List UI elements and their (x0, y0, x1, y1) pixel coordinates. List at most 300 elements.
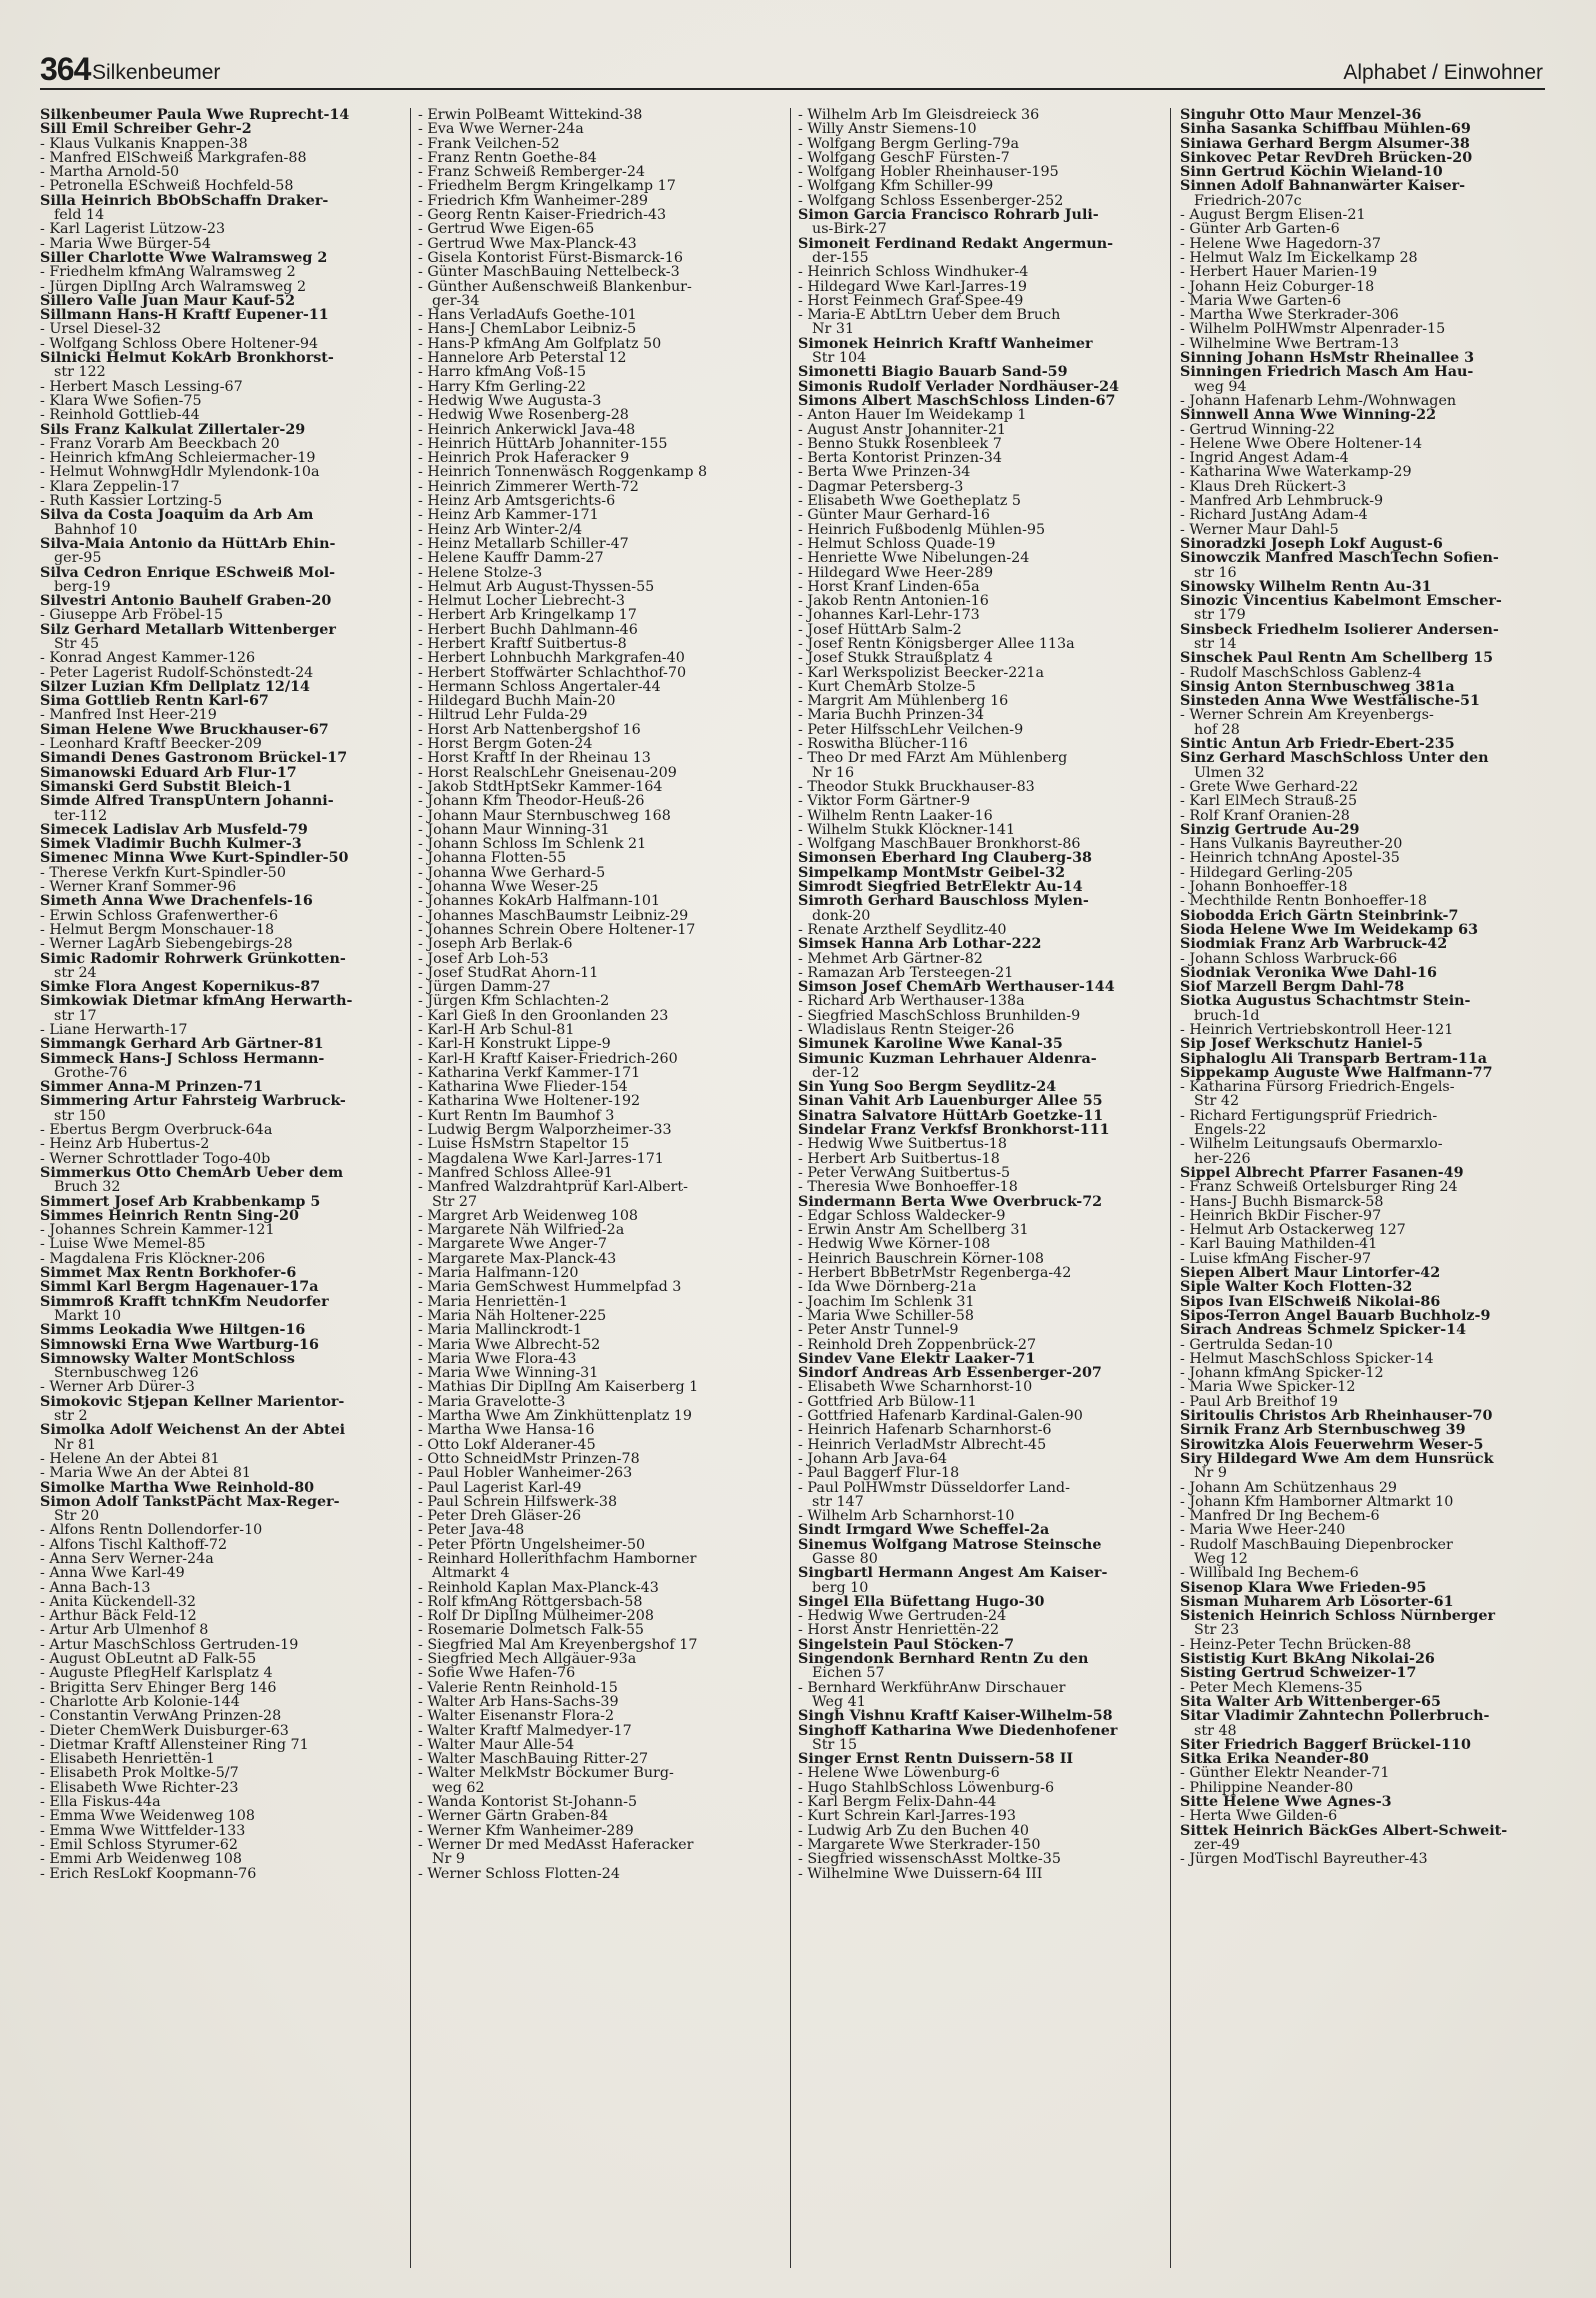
directory-entry-continuation: her-226 (1194, 1151, 1251, 1166)
directory-entry: Simrodt Siegfried BetrElektr Au-14 (798, 880, 1083, 895)
directory-entry: Simde Alfred TranspUntern Johanni- (40, 794, 334, 809)
directory-entry: - Manfred Inst Heer-219 (40, 708, 217, 723)
directory-entry: - Anna Bach-13 (40, 1580, 151, 1595)
directory-entry: Sinowsky Wilhelm Rentn Au-31 (1180, 579, 1432, 595)
directory-entry: - Friedrich Kfm Wanheimer-289 (418, 193, 648, 209)
directory-entry: - Helene Wwe Hagedorn-37 (1180, 236, 1381, 251)
directory-entry: - Paul PolHWmstr Düsseldorfer Land- (798, 1480, 1070, 1495)
directory-entry: - Walter MaschBauing Ritter-27 (418, 1752, 649, 1767)
directory-entry: - Martha Wwe Hansa-16 (418, 1423, 595, 1438)
directory-entry: - Herbert Kraftf Suitbertus-8 (418, 636, 627, 652)
directory-entry: Siple Walter Koch Flotten-32 (1180, 1280, 1413, 1295)
directory-entry: - Heinrich Bauschrein Körner-108 (798, 1251, 1045, 1267)
directory-entry: Simonetti Biagio Bauarb Sand-59 (798, 365, 1068, 380)
directory-entry: - Alfons Rentn Dollendorfer-10 (40, 1523, 263, 1538)
directory-entry: - Peter Pförtn Ungelsheimer-50 (418, 1537, 646, 1552)
directory-entry: Sinn Gertrud Köchin Wieland-10 (1180, 165, 1443, 180)
directory-entry: - August Anstr Johanniter-21 (798, 422, 1007, 437)
directory-entry: Sisman Muharem Arb Lösorter-61 (1180, 1594, 1454, 1610)
directory-entry: Sisting Gertrud Schweizer-17 (1180, 1666, 1417, 1681)
directory-entry: - Karl Gieß In den Groonlanden 23 (418, 1008, 669, 1023)
directory-entry: - Peter Lagerist Rudolf-Schönstedt-24 (40, 665, 314, 680)
directory-entry: - Hans-P kfmAng Am Golfplatz 50 (418, 336, 662, 352)
directory-entry: Sioda Helene Wwe Im Weidekamp 63 (1180, 922, 1479, 938)
directory-entry: Sisenop Klara Wwe Frieden-95 (1180, 1580, 1427, 1595)
directory-entry: - Margarete Näh Wilfried-2a (418, 1223, 625, 1238)
directory-entry: - Mechthilde Rentn Bonhoeffer-18 (1180, 894, 1427, 909)
directory-entry: Simanski Gerd Substit Bleich-1 (40, 779, 293, 795)
directory-entry: - Gertrud Wwe Eigen-65 (418, 222, 595, 237)
directory-entry: - Maria-E AbtLtrn Ueber dem Bruch (798, 308, 1061, 323)
directory-entry: - Bernhard WerkführAnw Dirschauer (798, 1680, 1066, 1695)
directory-entry-continuation: donk-20 (812, 908, 871, 923)
directory-entry: - Heinrich Schloss Windhuker-4 (798, 265, 1029, 280)
directory-entry: - Auguste PflegHelf Karlsplatz 4 (40, 1666, 273, 1681)
directory-entry: Sippekamp Auguste Wwe Halfmann-77 (1180, 1065, 1493, 1081)
directory-entry: - Johanna Flotten-55 (418, 851, 567, 866)
directory-entry: - Wilhelm Rentn Laaker-16 (798, 808, 993, 823)
directory-entry: Silz Gerhard Metallarb Wittenberger (40, 622, 336, 637)
directory-entry: - Magdalena Wwe Karl-Jarres-171 (418, 1151, 664, 1166)
directory-entry: - Wolfgang GeschF Fürsten-7 (798, 150, 1010, 166)
directory-entry: Singhoff Katharina Wwe Diedenhofener (798, 1723, 1118, 1738)
directory-entry: - Brigitta Serv Ehinger Berg 146 (40, 1680, 277, 1695)
directory-entry: - Hedwig Wwe Augusta-3 (418, 393, 602, 409)
directory-entry: Silla Heinrich BbObSchaffn Draker- (40, 193, 329, 209)
directory-entry: - Mehmet Arb Gärtner-82 (798, 951, 983, 966)
directory-entry: - Rudolf MaschBauing Diepenbrocker (1180, 1537, 1453, 1552)
directory-entry: Sittek Heinrich BäckGes Albert-Schweit- (1180, 1823, 1508, 1838)
directory-entry: - Renate Arzthelf Seydlitz-40 (798, 922, 1007, 938)
directory-entry: - Heinrich HüttArb Johanniter-155 (418, 436, 668, 452)
directory-entry: - Rudolf MaschSchloss Gablenz-4 (1180, 665, 1422, 680)
directory-entry: Siry Hildegard Wwe Am dem Hunsrück (1180, 1451, 1494, 1467)
directory-entry: Simonis Rudolf Verlader Nordhäuser-24 (798, 379, 1120, 394)
directory-entry: - Heinz Arb Winter-2/4 (418, 522, 583, 537)
directory-entry: - Eva Wwe Werner-24a (418, 122, 584, 137)
column-3 (798, 108, 1160, 2268)
directory-entry: Simecek Ladislav Arb Musfeld-79 (40, 822, 308, 838)
directory-entry: Singbartl Hermann Angest Am Kaiser- (798, 1566, 1108, 1581)
directory-entry: - Horst Kraftf In der Rheinau 13 (418, 751, 651, 766)
directory-entry: Sinatra Salvatore HüttArb Goetzke-11 (798, 1108, 1104, 1124)
directory-entry: - Joseph Arb Berlak-6 (418, 937, 573, 952)
directory-entry: Sitka Erika Neander-80 (1180, 1752, 1369, 1767)
directory-entry: Sirach Andreas Schmelz Spicker-14 (1180, 1323, 1467, 1338)
directory-entry: - Constantin VerwAng Prinzen-28 (40, 1709, 282, 1724)
directory-entry: - Kurt Schrein Karl-Jarres-193 (798, 1809, 1016, 1824)
directory-entry: Sinning Johann HsMstr Rheinallee 3 (1180, 351, 1475, 366)
directory-entry: - Erwin Anstr Am Schellberg 31 (798, 1223, 1029, 1238)
directory-entry: - Herbert Masch Lessing-67 (40, 379, 243, 394)
directory-entry: Sindt Irmgard Wwe Scheffel-2a (798, 1523, 1050, 1538)
directory-entry: - Konrad Angest Kammer-126 (40, 651, 256, 666)
directory-entry: Sillmann Hans-H Kraftf Eupener-11 (40, 308, 329, 323)
directory-entry-continuation: Bahnhof 10 (54, 522, 138, 537)
directory-entry: - Johann Maur Winning-31 (418, 822, 610, 838)
directory-entry: - Johannes Karl-Lehr-173 (798, 608, 980, 623)
directory-entry-continuation: Str 27 (432, 1194, 478, 1209)
directory-entry: - Siegfried Mech Allgäuer-93a (418, 1652, 637, 1667)
directory-entry: Simmes Heinrich Rentn Sing-20 (40, 1208, 299, 1224)
directory-entry: - Johann Heiz Coburger-18 (1180, 279, 1375, 294)
directory-entry: - Heinrich Ankerwickl Java-48 (418, 422, 636, 437)
directory-entry: Sils Franz Kalkulat Zillertaler-29 (40, 422, 306, 437)
directory-entry: Simroth Gerhard Bauschloss Mylen- (798, 894, 1089, 909)
directory-entry: - Therese Verkfn Kurt-Spindler-50 (40, 865, 286, 881)
directory-entry: Sindev Vane Elektr Laaker-71 (798, 1351, 1036, 1367)
directory-entry: Simke Flora Angest Kopernikus-87 (40, 980, 321, 995)
directory-entry: - Herbert Lohnbuchh Markgrafen-40 (418, 651, 685, 666)
column-4 (1180, 108, 1542, 2268)
directory-entry: Sippel Albrecht Pfarrer Fasanen-49 (1180, 1165, 1464, 1181)
directory-entry: - Franz Schweiß Ortelsburger Ring 24 (1180, 1180, 1458, 1195)
directory-entry-continuation: Nr 81 (54, 1437, 97, 1452)
directory-entry: - Maria Wwe Flora-43 (418, 1351, 577, 1367)
directory-entry: Sip Josef Werkschutz Haniel-5 (1180, 1037, 1423, 1052)
directory-entry: - Emil Schloss Styrumer-62 (40, 1837, 238, 1853)
directory-entry: Singuhr Otto Maur Menzel-36 (1180, 108, 1422, 123)
directory-entry: - Werner Arb Dürer-3 (40, 1380, 195, 1395)
directory-entry: - Gertrud Winning-22 (1180, 422, 1335, 437)
directory-entry: - Herbert Buchh Dahlmann-46 (418, 622, 638, 637)
directory-entry: - Otto Lokf Alderaner-45 (418, 1437, 596, 1452)
directory-entry-continuation: us-Birk-27 (812, 222, 887, 237)
directory-entry: - Gertrulda Sedan-10 (1180, 1337, 1333, 1352)
directory-entry: - Dietmar Kraftf Allensteiner Ring 71 (40, 1737, 309, 1753)
directory-entry: - Siegfried wissenschAsst Moltke-35 (798, 1852, 1061, 1867)
directory-entry: - Paul Arb Breithof 19 (1180, 1394, 1339, 1410)
directory-entry: - Helmut MaschSchloss Spicker-14 (1180, 1351, 1434, 1367)
directory-entry: - Johannes KokArb Halfmann-101 (418, 894, 661, 909)
directory-entry: - Walter Eisenanstr Flora-2 (418, 1709, 615, 1724)
directory-entry: - Jürgen DiplIng Arch Walramsweg 2 (40, 279, 307, 294)
directory-entry: - Johannes MaschBaumstr Leibniz-29 (418, 908, 689, 923)
directory-entry: - Peter HilfsschLehr Veilchen-9 (798, 722, 1024, 738)
directory-entry-continuation: Nr 31 (812, 322, 855, 337)
directory-entry: - Hugo StahlbSchloss Löwenburg-6 (798, 1780, 1055, 1796)
directory-entry: - Maria Buchh Prinzen-34 (798, 708, 985, 723)
directory-entry: - Theo Dr med FArzt Am Mühlenberg (798, 751, 1068, 766)
directory-entry: - Elisabeth Wwe Richter-23 (40, 1780, 239, 1796)
directory-entry: - Günther Elektr Neander-71 (1180, 1766, 1390, 1781)
directory-entry-continuation: weg 94 (1194, 379, 1247, 394)
directory-entry: - Jürgen Kfm Schlachten-2 (418, 994, 610, 1009)
directory-entry: - Berta Wwe Prinzen-34 (798, 465, 971, 480)
directory-entry: Sin Yung Soo Bergm Seydlitz-24 (798, 1080, 1057, 1095)
directory-entry-continuation: Str 45 (54, 636, 100, 652)
directory-entry: - Siegfried Mal Am Kreyenbergshof 17 (418, 1637, 698, 1653)
directory-entry-continuation: str 150 (54, 1108, 106, 1124)
directory-entry: - Kurt ChemArb Stolze-5 (798, 679, 976, 695)
directory-entry: - Rolf Dr DiplIng Mülheimer-208 (418, 1609, 654, 1624)
directory-entry: - Wanda Kontorist St-Johann-5 (418, 1795, 638, 1810)
directory-entry-continuation: Engels-22 (1194, 1123, 1267, 1138)
directory-entry: - Werner Kranf Sommer-96 (40, 880, 237, 895)
directory-entry-continuation: Ulmen 32 (1194, 765, 1265, 780)
directory-entry: - Helene Wwe Obere Holtener-14 (1180, 436, 1423, 452)
directory-entry: - Harro kfmAng Voß-15 (418, 365, 587, 380)
directory-entry: - Mathias Dir DiplIng Am Kaiserberg 1 (418, 1380, 699, 1395)
directory-entry: - Wolfgang Schloss Essenberger-252 (798, 193, 1064, 209)
directory-entry: - Reinhold Gottlieb-44 (40, 408, 200, 423)
directory-entry: Siepen Albert Maur Lintorfer-42 (1180, 1266, 1441, 1281)
directory-entry: Simeth Anna Wwe Drachenfels-16 (40, 894, 313, 909)
directory-entry-continuation: feld 14 (54, 208, 105, 223)
directory-entry: - Wolfgang Bergm Gerling-79a (798, 136, 1019, 151)
directory-entry: - Emma Wwe Weidenweg 108 (40, 1809, 255, 1824)
directory-entry: Simolke Martha Wwe Reinhold-80 (40, 1480, 315, 1495)
directory-entry: - Rolf Kranf Oranien-28 (1180, 808, 1350, 823)
directory-entry: Sindorf Andreas Arb Essenberger-207 (798, 1366, 1102, 1381)
directory-entry: - Wilhelm Leitungsaufs Obermarxlo- (1180, 1137, 1443, 1152)
directory-entry: - Giuseppe Arb Fröbel-15 (40, 608, 224, 623)
directory-entry: - Maria GemSchwest Hummelpfad 3 (418, 1280, 682, 1295)
directory-entry: - Helene Wwe Löwenburg-6 (798, 1766, 1000, 1781)
directory-entry: - Johann Kfm Theodor-Heuß-26 (418, 794, 645, 809)
directory-entry: Sinz Gerhard MaschSchloss Unter den (1180, 751, 1489, 766)
directory-entry: - Paul Schrein Hilfswerk-38 (418, 1494, 618, 1510)
directory-entry-continuation: Markt 10 (54, 1308, 122, 1324)
directory-entry: - Werner Kfm Wanheimer-289 (418, 1823, 634, 1838)
directory-entry: - Paul Baggerf Flur-18 (798, 1466, 960, 1481)
directory-entry: - Margarete Wwe Sterkrader-150 (798, 1837, 1041, 1853)
directory-entry: - Ursel Diesel-32 (40, 322, 162, 337)
column-2 (418, 108, 780, 2268)
directory-entry: Singendonk Bernhard Rentn Zu den (798, 1652, 1089, 1667)
directory-entry: - Karl-H Kraftf Kaiser-Friedrich-260 (418, 1051, 678, 1066)
directory-entry: - Helene An der Abtei 81 (40, 1451, 220, 1467)
directory-entry: - Maria Wwe Bürger-54 (40, 236, 211, 251)
directory-entry: Simon Adolf TankstPächt Max-Reger- (40, 1494, 340, 1510)
directory-entry: - Benno Stukk Rosenbleek 7 (798, 436, 1002, 452)
directory-entry: Sinoradzki Joseph Lokf August-6 (1180, 536, 1443, 552)
directory-entry: - Joachim Im Schlenk 31 (798, 1294, 975, 1309)
directory-entry: - Klaus Dreh Rückert-3 (1180, 479, 1347, 495)
directory-entry: Sindermann Berta Wwe Overbruck-72 (798, 1194, 1103, 1209)
directory-entry: Simml Karl Bergm Hagenauer-17a (40, 1280, 319, 1295)
directory-entry: - Heinz Arb Hubertus-2 (40, 1137, 210, 1152)
directory-entry: - Karl ElMech Strauß-25 (1180, 794, 1358, 809)
directory-entry: - Werner Schloss Flotten-24 (418, 1866, 620, 1881)
directory-entry: - Heinrich kfmAng Schleiermacher-19 (40, 451, 316, 466)
directory-entry: - August ObLeutnt aD Falk-55 (40, 1652, 257, 1667)
directory-entry: - Gertrud Wwe Max-Planck-43 (418, 236, 637, 251)
directory-entry: - Katharina Verkf Kammer-171 (418, 1065, 641, 1081)
directory-entry: - Margrit Am Mühlenberg 16 (798, 694, 1009, 709)
directory-entry: - Manfred Schloss Allee-91 (418, 1165, 613, 1181)
directory-entry: Sinemus Wolfgang Matrose Steinsche (798, 1537, 1102, 1552)
directory-entry: - Josef HüttArb Salm-2 (798, 622, 962, 637)
directory-entry-continuation: Str 104 (812, 351, 867, 366)
directory-entry: - Hans-J ChemLabor Leibniz-5 (418, 322, 637, 337)
directory-entry: Sinningen Friedrich Masch Am Hau- (1180, 365, 1474, 380)
directory-entry: - Karl-H Arb Schul-81 (418, 1023, 575, 1038)
directory-entry: - Margarete Wwe Anger-7 (418, 1237, 607, 1252)
directory-entry: - Horst Bergm Goten-24 (418, 737, 593, 752)
directory-entry: - Wilhelm Arb Im Gleisdreieck 36 (798, 108, 1040, 123)
directory-entry: - Günter Maur Gerhard-16 (798, 508, 991, 523)
directory-entry: - Peter Java-48 (418, 1523, 525, 1538)
directory-entry: - Margret Arb Weidenweg 108 (418, 1208, 639, 1224)
directory-entry: - Karl-H Konstrukt Lippe-9 (418, 1037, 611, 1052)
directory-entry: Siof Marzell Bergm Dahl-78 (1180, 980, 1405, 995)
directory-entry: - Reinhold Dreh Zoppenbrück-27 (798, 1337, 1037, 1352)
directory-entry: - Leonhard Kraftf Beecker-209 (40, 737, 262, 752)
directory-entry-continuation: Str 20 (54, 1509, 100, 1524)
directory-entry: Silzer Luzian Kfm Dellplatz 12/14 (40, 679, 310, 695)
directory-entry-continuation: zer-49 (1194, 1837, 1240, 1853)
directory-entry: Sintic Antun Arb Friedr-Ebert-235 (1180, 737, 1455, 752)
directory-entry: - Elisabeth Prok Moltke-5/7 (40, 1766, 239, 1781)
directory-entry: - Johanna Wwe Weser-25 (418, 880, 599, 895)
directory-entry: Simmer Anna-M Prinzen-71 (40, 1080, 264, 1095)
directory-entry: - Helmut WohnwgHdlr Mylendonk-10a (40, 465, 320, 480)
directory-entry-continuation: str 2 (54, 1409, 88, 1424)
directory-entry: Simunic Kuzman Lehrhauer Aldenra- (798, 1051, 1097, 1066)
directory-entry: - Hildegard Buchh Main-20 (418, 694, 616, 709)
directory-entry: - Josef Arb Loh-53 (418, 951, 549, 966)
directory-entry: - Heinz-Peter Techn Brücken-88 (1180, 1637, 1412, 1653)
directory-entry: - Richard Fertigungsprüf Friedrich- (1180, 1108, 1438, 1124)
directory-entry-continuation: ger-34 (432, 293, 480, 309)
directory-entry: - Werner LagArb Siebengebirgs-28 (40, 937, 293, 952)
directory-entry: - Luise Wwe Memel-85 (40, 1237, 206, 1252)
directory-entry-continuation: str 14 (1194, 636, 1237, 652)
directory-entry: Simek Vladimir Buchh Kulmer-3 (40, 837, 302, 852)
directory-entry: - Klara Wwe Sofien-75 (40, 393, 202, 409)
directory-entry: Siobodda Erich Gärtn Steinbrink-7 (1180, 908, 1459, 923)
directory-entry: Sinnwell Anna Wwe Winning-22 (1180, 408, 1437, 423)
directory-entry: Siniawa Gerhard Bergm Alsumer-38 (1180, 136, 1470, 151)
directory-entry: Siritoulis Christos Arb Rheinhauser-70 (1180, 1409, 1493, 1424)
directory-entry: - Artur Arb Ulmenhof 8 (40, 1623, 209, 1638)
directory-entry: - Hedwig Wwe Körner-108 (798, 1237, 991, 1252)
directory-entry: - Otto SchneidMstr Prinzen-78 (418, 1451, 640, 1467)
directory-entry: Sima Gottlieb Rentn Karl-67 (40, 694, 269, 709)
directory-entry: Simanowski Eduard Arb Flur-17 (40, 765, 297, 780)
directory-entry: - Werner Schrottlader Togo-40b (40, 1151, 271, 1166)
directory-entry: - Paul Lagerist Karl-49 (418, 1480, 582, 1495)
directory-entry: - Friedhelm Bergm Kringelkamp 17 (418, 179, 676, 194)
directory-entry-continuation: ger-95 (54, 551, 102, 566)
directory-entry-continuation: der-12 (812, 1065, 860, 1081)
directory-entry: - Manfred ElSchweiß Markgrafen-88 (40, 150, 307, 166)
directory-entry: - Dagmar Petersberg-3 (798, 479, 964, 495)
directory-entry: - Anton Hauer Im Weidekamp 1 (798, 408, 1027, 423)
directory-entry-continuation: der-155 (812, 250, 869, 266)
directory-entry: Sinnen Adolf Bahnanwärter Kaiser- (1180, 179, 1466, 194)
directory-entry-continuation: Weg 41 (812, 1694, 866, 1710)
directory-entry: - Heinrich VerladMstr Albrecht-45 (798, 1437, 1047, 1452)
directory-entry: - Heinrich Vertriebskontroll Heer-121 (1180, 1023, 1454, 1038)
directory-entry: - Charlotte Arb Kolonie-144 (40, 1694, 240, 1710)
directory-entry: - Maria Henriettën-1 (418, 1294, 569, 1309)
directory-entry: Simoneit Ferdinand Redakt Angermun- (798, 236, 1114, 251)
directory-entry: Sinsig Anton Sternbuschweg 381a (1180, 679, 1455, 695)
directory-entry: - Anna Serv Werner-24a (40, 1551, 214, 1567)
directory-entry: - Horst Anstr Henriettën-22 (798, 1623, 1000, 1638)
section-title: Alphabet / Einwohner (1343, 61, 1543, 84)
directory-entry: - Wolfgang Schloss Obere Holtener-94 (40, 336, 319, 352)
directory-entry: Sististig Kurt BkAng Nikolai-26 (1180, 1652, 1435, 1667)
directory-entry: - Maria Wwe An der Abtei 81 (40, 1466, 252, 1481)
directory-entry: Simunek Karoline Wwe Kanal-35 (798, 1037, 1063, 1052)
directory-entry: - Magdalena Fris Klöckner-206 (40, 1251, 266, 1267)
directory-entry: - Hannelore Arb Peterstal 12 (418, 351, 627, 366)
directory-entry: - Ramazan Arb Tersteegen-21 (798, 965, 1014, 981)
directory-entry: Simon Garcia Francisco Rohrarb Juli- (798, 208, 1099, 223)
directory-entry: - Friedhelm kfmAng Walramsweg 2 (40, 265, 296, 280)
directory-entry: - Manfred Dr Ing Bechem-6 (1180, 1509, 1380, 1524)
directory-entry: - Hermann Schloss Angertaler-44 (418, 679, 661, 695)
directory-entry-continuation: hof 28 (1194, 722, 1240, 738)
directory-entry: - Walter Arb Hans-Sachs-39 (418, 1694, 619, 1710)
directory-entry: - Karl Bergm Felix-Dahn-44 (798, 1795, 997, 1810)
directory-entry: - Maria Wwe Spicker-12 (1180, 1380, 1356, 1395)
directory-entry: - Herbert Arb Kringelkamp 17 (418, 608, 637, 623)
directory-entry: Sitar Vladimir Zahntechn Pollerbruch- (1180, 1709, 1490, 1724)
directory-entry-continuation: Weg 12 (1194, 1551, 1248, 1567)
directory-entry: - Johann Am Schützenhaus 29 (1180, 1480, 1398, 1495)
directory-entry: - Hildegard Gerling-205 (1180, 865, 1354, 881)
directory-entry: - Emmi Arb Weidenweg 108 (40, 1852, 242, 1867)
directory-entry: Singer Ernst Rentn Duissern-58 II (798, 1752, 1074, 1767)
directory-entry-continuation: Grothe-76 (54, 1065, 128, 1081)
page-header (40, 52, 1545, 90)
directory-entry: - Josef Rentn Königsberger Allee 113a (798, 636, 1075, 652)
directory-entry: - Günter MaschBauing Nettelbeck-3 (418, 265, 680, 280)
directory-entry: Simpelkamp MontMstr Geibel-32 (798, 865, 1066, 881)
directory-entry: - Erwin PolBeamt Wittekind-38 (418, 108, 643, 123)
directory-entry: Sillero Valle Juan Maur Kauf-52 (40, 293, 296, 309)
directory-entry: - Hiltrud Lehr Fulda-29 (418, 708, 588, 723)
directory-entry: - Grete Wwe Gerhard-22 (1180, 779, 1359, 795)
directory-entry: Sinha Sasanka Schiffbau Mühlen-69 (1180, 122, 1471, 137)
directory-entry: - Hildegard Wwe Heer-289 (798, 565, 994, 580)
directory-entry-continuation: Bruch 32 (54, 1180, 121, 1195)
directory-entry: Silkenbeumer Paula Wwe Ruprecht-14 (40, 108, 350, 123)
directory-entry: - Werner Maur Dahl-5 (1180, 522, 1339, 537)
directory-entry: - Horst RealschLehr Gneisenau-209 (418, 765, 677, 780)
directory-entry: - Richard JustAng Adam-4 (1180, 508, 1368, 523)
directory-entry: - Katharina Wwe Holtener-192 (418, 1094, 641, 1109)
directory-entry: - Johann Hafenarb Lehm-/Wohnwagen (1180, 393, 1457, 409)
directory-entry: - Katharina Wwe Waterkamp-29 (1180, 465, 1412, 480)
directory-entry: - Wladislaus Rentn Steiger-26 (798, 1023, 1015, 1038)
directory-entry: Simnowsky Walter MontSchloss (40, 1351, 295, 1367)
directory-entry: - Elisabeth Wwe Goetheplatz 5 (798, 494, 1021, 509)
directory-entry: - Franz Rentn Goethe-84 (418, 150, 597, 166)
directory-entry: - Johann Schloss Im Schlenk 21 (418, 837, 647, 852)
directory-entry-continuation: weg 62 (432, 1780, 485, 1796)
directory-entry: Siodniak Veronika Wwe Dahl-16 (1180, 965, 1437, 981)
directory-entry-continuation: str 16 (1194, 565, 1237, 580)
directory-entry-continuation: Nr 16 (812, 765, 855, 780)
directory-entry: Simnowski Erna Wwe Wartburg-16 (40, 1337, 319, 1352)
directory-entry-continuation: Nr 9 (432, 1852, 465, 1867)
directory-entry: - Martha Wwe Am Zinkhüttenplatz 19 (418, 1409, 692, 1424)
directory-entry: - Arthur Bäck Feld-12 (40, 1609, 197, 1624)
directory-entry: - Harry Kfm Gerling-22 (418, 379, 586, 394)
directory-entry: - Ludwig Arb Zu den Buchen 40 (798, 1823, 1029, 1838)
directory-entry: - Sofie Wwe Hafen-76 (418, 1666, 576, 1681)
directory-entry: Simons Albert MaschSchloss Linden-67 (798, 393, 1116, 409)
directory-entry: - Helmut Arb Ostackerweg 127 (1180, 1223, 1406, 1238)
directory-entry: Sipos Ivan ElSchweiß Nikolai-86 (1180, 1294, 1441, 1309)
column-divider (790, 108, 791, 2268)
directory-entry: Simmerkus Otto ChemArb Ueber dem (40, 1165, 344, 1181)
